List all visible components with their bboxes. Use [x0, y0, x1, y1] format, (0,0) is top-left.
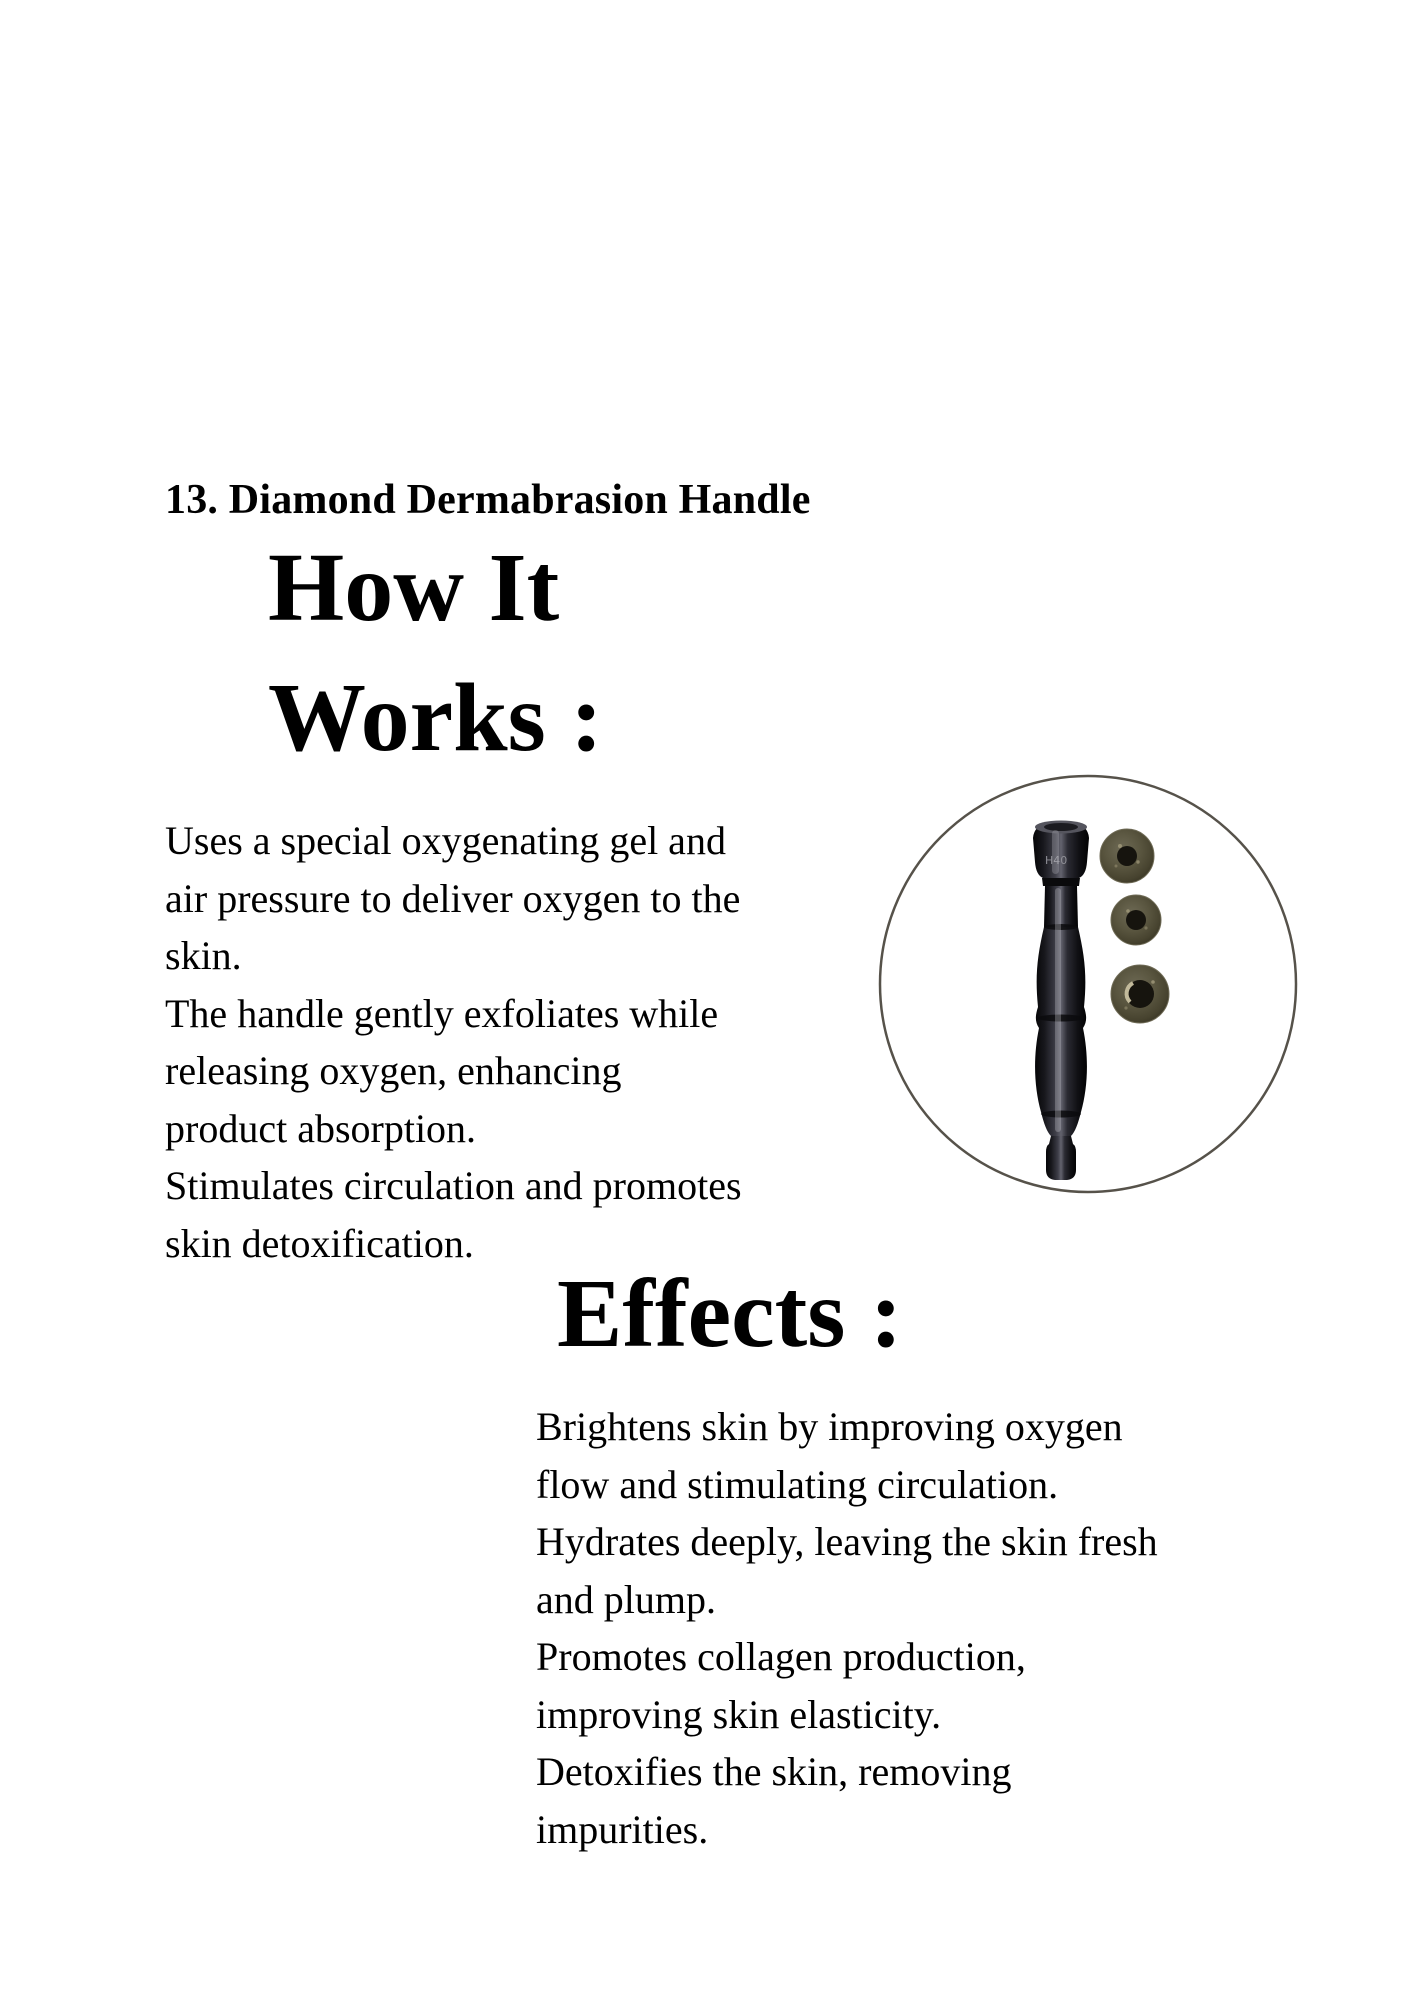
paragraph-line: Brightens skin by improving oxygen	[536, 1404, 1123, 1449]
paragraph-line: Uses a special oxygenating gel and	[165, 818, 726, 863]
paragraph-line: and plump.	[536, 1576, 716, 1622]
handle-cap-top-center	[1044, 823, 1078, 831]
paragraph-line: air pressure to deliver oxygen to the	[165, 875, 741, 921]
paragraph-line: Hydrates deeply, leaving the skin fresh	[536, 1519, 1158, 1564]
effects-paragraph	[536, 1398, 1158, 1858]
how-it-works-paragraph	[165, 812, 742, 1272]
paragraph-line: Detoxifies the skin, removing	[536, 1749, 1012, 1794]
diamond-tip-3	[1111, 965, 1169, 1023]
how-it-works-heading-line1: How It	[268, 534, 560, 642]
how-it-works-heading	[268, 523, 603, 783]
product-photo	[876, 772, 1300, 1196]
cap-highlight	[1052, 830, 1059, 874]
paragraph-line: improving skin elasticity.	[536, 1691, 942, 1737]
paragraph-line: Promotes collagen production,	[536, 1634, 1026, 1679]
paragraph-line: flow and stimulating circulation.	[536, 1461, 1059, 1507]
handle-highlight	[1055, 888, 1061, 1132]
cap-band	[1042, 878, 1080, 886]
effects-heading: Effects :	[557, 1260, 903, 1368]
paragraph-line: impurities.	[536, 1806, 709, 1852]
paragraph-line: skin detoxification.	[165, 1220, 474, 1266]
paragraph-line: product absorption.	[165, 1105, 477, 1151]
diamond-tip-1	[1100, 829, 1154, 883]
paragraph-line: Stimulates circulation and promotes	[165, 1163, 742, 1208]
paragraph-line: The handle gently exfoliates while	[165, 990, 719, 1036]
cap-marking-label: H40	[1045, 854, 1068, 867]
diamond-tip-2	[1111, 895, 1161, 945]
paragraph-line: releasing oxygen, enhancing	[165, 1048, 622, 1093]
handle-tip	[1046, 1136, 1076, 1180]
section-heading: 13. Diamond Dermabrasion Handle	[165, 477, 811, 523]
how-it-works-heading-line2: Works :	[268, 664, 603, 772]
paragraph-line: skin.	[165, 933, 242, 978]
